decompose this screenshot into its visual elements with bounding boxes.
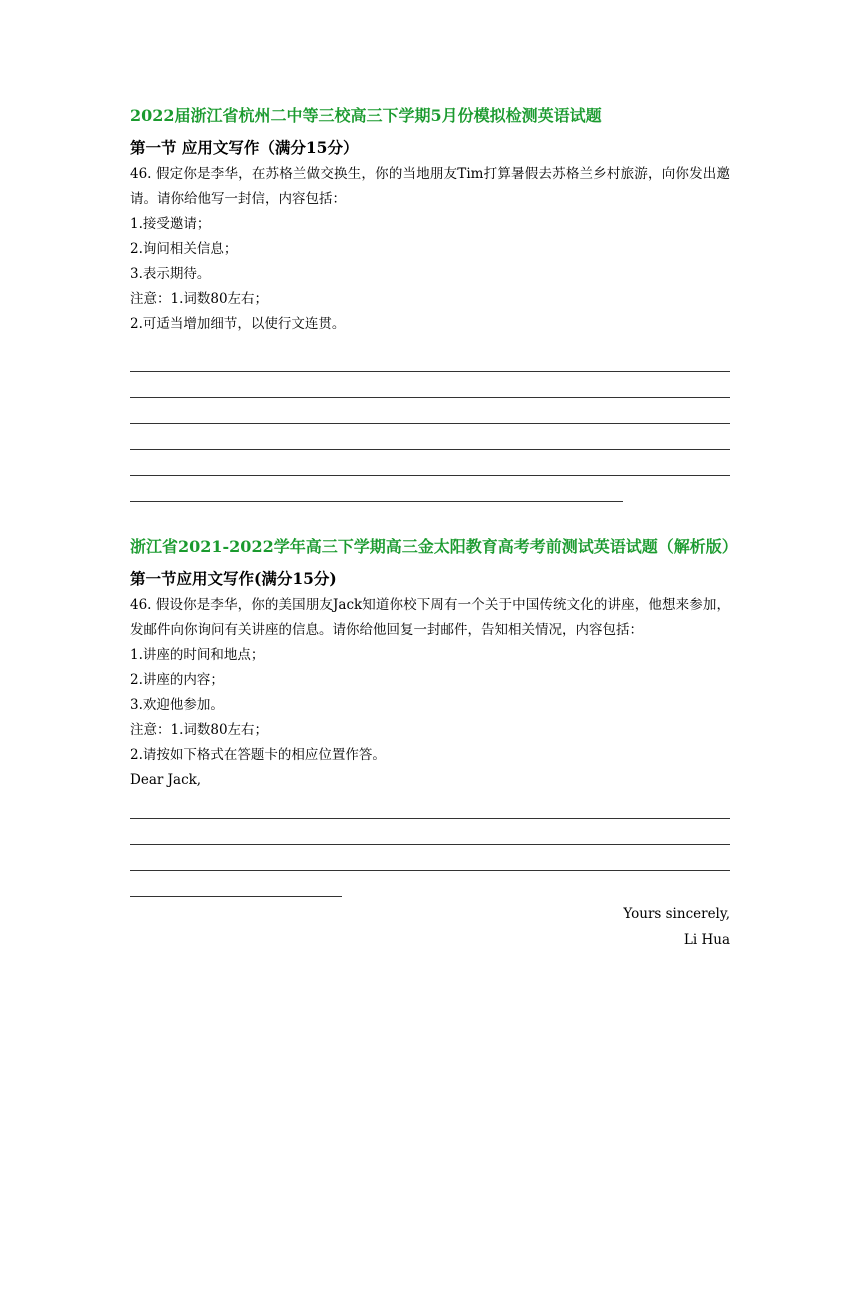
signature: Li Hua xyxy=(683,932,730,948)
section-2-prompt: 46. 假设你是李华，你的美国朋友Jack知道你校下周有一个关于中国传统文化的讲座，他想来参加，发邮件向你询问有关讲座的信息。请你给他回复一封邮件，告知相关情况，内容包括： xyxy=(130,597,730,638)
answer-line[interactable] xyxy=(130,346,730,372)
section-1-item-3: 3.表示期待。 xyxy=(130,266,211,282)
answer-line[interactable] xyxy=(130,424,730,450)
section-2-item-2: 2.讲座的内容； xyxy=(130,672,224,688)
answer-line[interactable] xyxy=(130,398,730,424)
section-1 xyxy=(130,99,730,502)
answer-line[interactable] xyxy=(130,845,730,871)
section-1-item-1: 1.接受邀请； xyxy=(130,216,211,232)
section-2-item-3: 3.欢迎他参加。 xyxy=(130,697,224,713)
section-1-note-2: 2.可适当增加细节，以使行文连贯。 xyxy=(130,316,346,332)
section-2-item-1: 1.讲座的时间和地点； xyxy=(130,647,265,663)
section-1-note-1: 注意：1.词数80左右； xyxy=(130,291,269,307)
answer-line[interactable] xyxy=(130,476,623,502)
answer-line[interactable] xyxy=(130,793,730,819)
section-1-prompt: 46. 假定你是李华，在苏格兰做交换生，你的当地朋友Tim打算暑假去苏格兰乡村旅游，向你发出邀请。请你给他写一封信，内容包括： xyxy=(130,166,730,207)
section-1-subheading: 第一节 应用文写作（满分15分） xyxy=(130,138,359,157)
answer-line[interactable] xyxy=(130,372,730,398)
answer-line[interactable] xyxy=(130,450,730,476)
salutation: Dear Jack, xyxy=(130,772,202,788)
section-2-subheading: 第一节应用文写作(满分15分) xyxy=(130,569,337,588)
letter-sign-off xyxy=(130,901,730,953)
section-2-note-2: 2.请按如下格式在答题卡的相应位置作答。 xyxy=(130,747,386,763)
document-page xyxy=(0,99,860,1315)
answer-line[interactable] xyxy=(130,819,730,845)
answer-line[interactable] xyxy=(130,871,342,897)
section-1-item-2: 2.询问相关信息； xyxy=(130,241,238,257)
section-2-title: 浙江省2021-2022学年高三下学期高三金太阳教育高考考前测试英语试题（解析版） xyxy=(130,537,738,556)
section-2 xyxy=(130,530,738,953)
closing: Yours sincerely, xyxy=(623,906,730,922)
section-1-answer-lines xyxy=(130,346,730,502)
section-1-title: 2022届浙江省杭州二中等三校高三下学期5月份模拟检测英语试题 xyxy=(130,106,602,125)
section-2-answer-lines xyxy=(130,793,730,897)
section-2-note-1: 注意：1.词数80左右； xyxy=(130,722,269,738)
